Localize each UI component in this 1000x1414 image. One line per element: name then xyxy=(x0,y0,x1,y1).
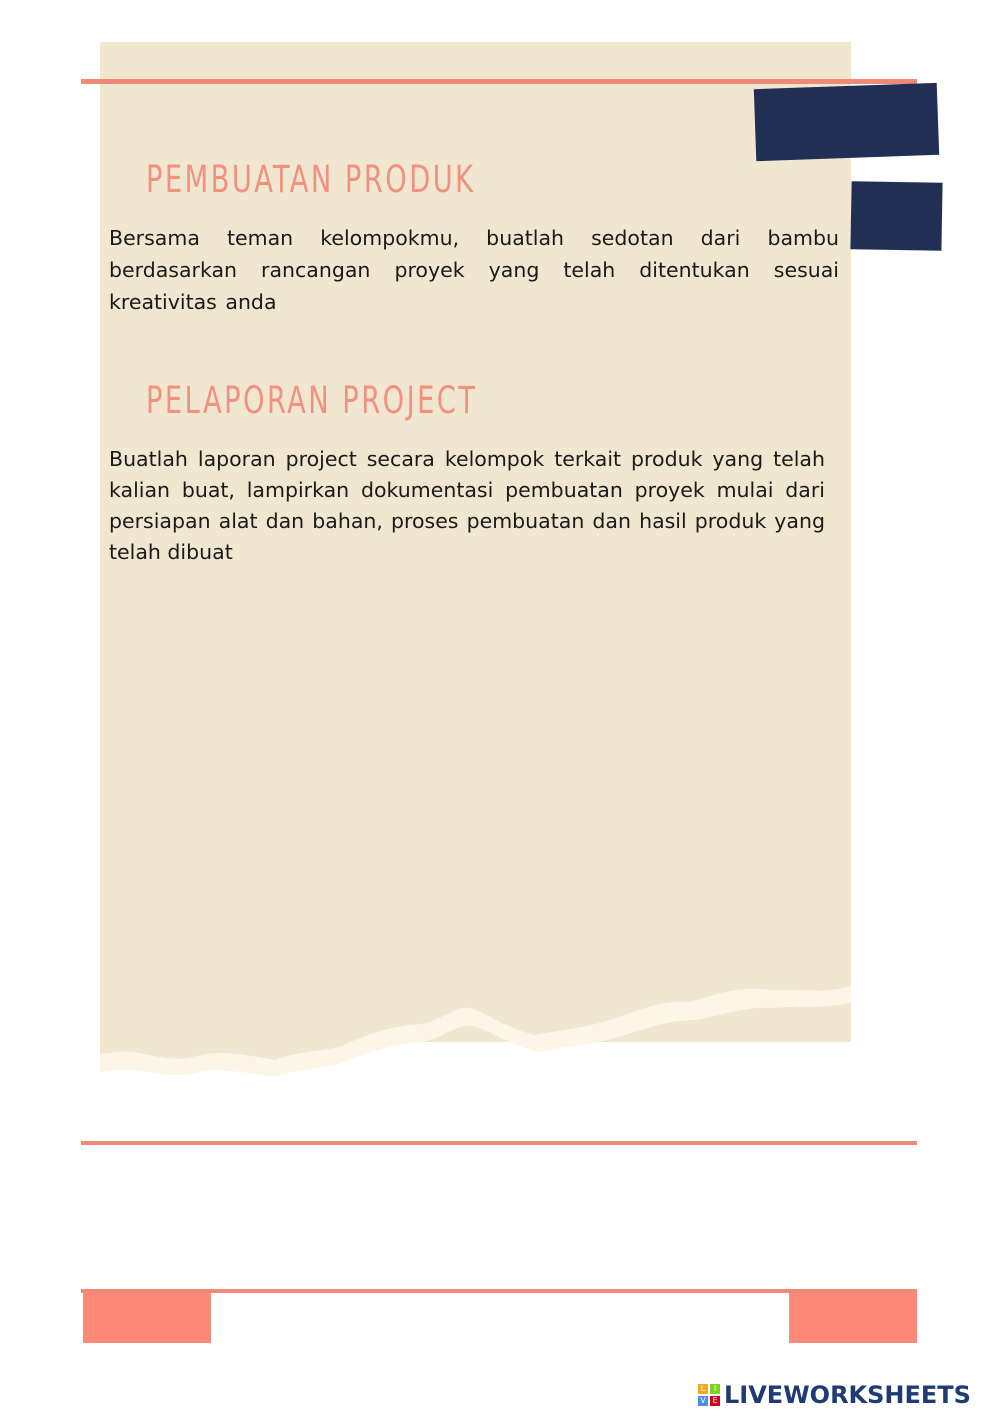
logo-letter-e: E xyxy=(710,1396,720,1406)
logo-letter-v: V xyxy=(698,1396,708,1406)
section-heading-pembuatan-produk: PEMBUATAN PRODUK xyxy=(146,158,476,201)
logo-letter-i: I xyxy=(710,1384,720,1394)
top-divider-line xyxy=(81,79,917,84)
liveworksheets-logo-icon xyxy=(698,1384,720,1406)
middle-divider-line xyxy=(81,1141,917,1145)
brand-name: LIVEWORKSHEETS xyxy=(724,1381,971,1409)
footer-block-right xyxy=(789,1293,917,1343)
section-body-pembuatan-produk: Bersama teman kelompokmu, buatlah sedotan dari bambu berdasarkan rancangan proyek yang telah ditentukan sesuai kreativitas anda xyxy=(109,226,839,314)
section-heading-pelaporan-project: PELAPORAN PROJECT xyxy=(146,379,478,422)
logo-letter-l: L xyxy=(698,1384,708,1394)
torn-paper-edge xyxy=(0,950,1000,1130)
tape-decoration-large xyxy=(754,83,939,161)
tape-decoration-small xyxy=(850,181,942,251)
liveworksheets-brand[interactable] xyxy=(698,1378,971,1412)
footer-block-left xyxy=(83,1293,211,1343)
section-body-pelaporan-project: Buatlah laporan project secara kelompok terkait produk yang telah kalian buat, lampirkan dokumentasi pembuatan proyek mulai dari persiapan alat dan bahan, proses pembuatan dan hasil produk yang telah dibuat xyxy=(109,447,825,564)
